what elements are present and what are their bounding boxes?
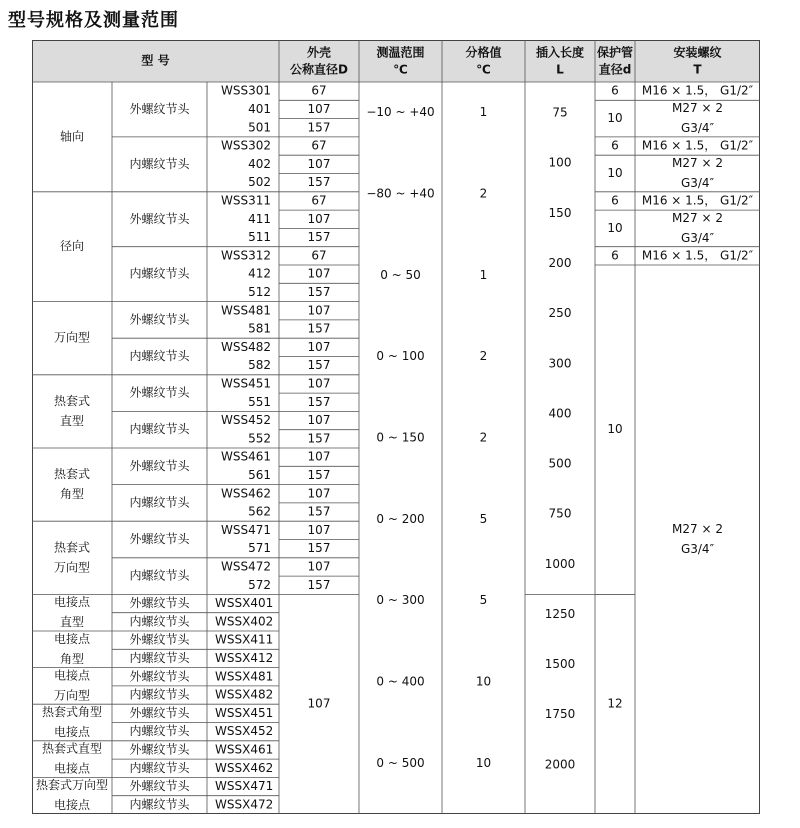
model-number: WSSX411 <box>215 632 274 647</box>
temperature-range: 0 ~ 300 <box>376 593 425 608</box>
insertion-length: 1500 <box>544 657 576 672</box>
insertion-length: 1750 <box>544 707 576 722</box>
model-number: WSSX471 <box>215 779 274 794</box>
subgroup-label: 外螺纹节头 <box>129 312 190 327</box>
tube-diameter: 6 <box>611 193 619 208</box>
group-label: 直型 <box>59 615 85 630</box>
tube-diameter: 6 <box>611 248 619 263</box>
insertion-length: 750 <box>548 506 572 521</box>
division-value: 10 <box>475 674 492 689</box>
header-shell: 公称直径D <box>290 62 348 77</box>
group-label: 径向 <box>59 239 85 254</box>
subgroup-label: 外螺纹节头 <box>129 632 190 647</box>
model-number: WSSX401 <box>215 596 274 611</box>
insertion-length: 250 <box>548 306 572 321</box>
model-number: WSSX412 <box>215 650 274 665</box>
model-number: WSS471 <box>220 522 271 537</box>
model-number: WSSX482 <box>215 687 274 702</box>
shell-diameter: 157 <box>307 577 331 592</box>
insertion-length: 200 <box>548 255 572 270</box>
group-label: 热套式 <box>53 540 91 555</box>
header-division: 分格值 <box>465 45 502 60</box>
group-label: 热套式 <box>53 467 91 482</box>
shell-diameter: 157 <box>307 230 331 245</box>
tube-diameter: 10 <box>607 111 623 126</box>
model-number: 581 <box>248 321 271 336</box>
group-label: 电接点 <box>53 725 91 739</box>
model-number: 582 <box>248 358 271 373</box>
subgroup-label: 外螺纹节头 <box>129 779 190 794</box>
shell-diameter: 67 <box>311 193 327 208</box>
group-label: 万向型 <box>53 560 91 575</box>
shell-diameter: 157 <box>307 358 331 373</box>
group-label: 万向型 <box>53 330 91 345</box>
subgroup-label: 外螺纹节头 <box>129 458 190 473</box>
thread-spec: M16 × 1.5， G1/2″ <box>641 193 754 208</box>
group-label: 电接点 <box>53 631 91 646</box>
thread-spec: M16 × 1.5， G1/2″ <box>641 83 754 98</box>
model-number: WSSX461 <box>215 742 274 757</box>
tube-diameter: 10 <box>607 422 623 437</box>
subgroup-label: 内螺纹节头 <box>129 495 190 510</box>
shell-diameter: 107 <box>307 486 331 501</box>
subgroup-label: 外螺纹节头 <box>129 101 190 116</box>
shell-diameter: 107 <box>307 449 331 464</box>
tube-diameter: 10 <box>607 220 623 235</box>
page-title: 型号规格及测量范围 <box>8 10 179 31</box>
division-value: 5 <box>479 593 488 608</box>
header-range: ℃ <box>393 62 408 77</box>
model-number: WSSX462 <box>215 760 274 775</box>
insertion-length: 300 <box>548 356 572 371</box>
shell-diameter: 67 <box>311 138 327 153</box>
subgroup-label: 内螺纹节头 <box>129 724 190 739</box>
model-number: WSSX481 <box>215 669 274 684</box>
header-thread: 安装螺纹 <box>673 45 722 60</box>
shell-diameter: 67 <box>311 248 327 263</box>
temperature-range: 0 ~ 150 <box>376 430 425 445</box>
shell-diameter: 157 <box>307 120 331 135</box>
subgroup-label: 内螺纹节头 <box>129 687 190 702</box>
shell-diameter: 157 <box>307 504 331 519</box>
subgroup-label: 外螺纹节头 <box>129 742 190 757</box>
shell-diameter: 157 <box>307 541 331 556</box>
temperature-range: 0 ~ 500 <box>376 755 425 770</box>
model-number: WSS472 <box>220 559 271 574</box>
model-number: WSSX402 <box>215 614 274 629</box>
thread-spec: M27 × 2 <box>672 522 723 536</box>
model-number: WSS452 <box>220 413 271 428</box>
shell-diameter: 107 <box>307 376 331 391</box>
thread-spec: M27 × 2 <box>672 101 723 116</box>
subgroup-label: 内螺纹节头 <box>129 422 190 437</box>
shell-diameter: 157 <box>307 467 331 482</box>
header-tube: 保护管 <box>596 45 634 60</box>
model-number: WSS311 <box>220 193 271 208</box>
header-thread: T <box>693 62 702 77</box>
model-number: WSSX451 <box>215 705 274 720</box>
group-label: 电接点 <box>53 595 91 610</box>
model-number: 412 <box>248 266 271 281</box>
group-label: 直型 <box>59 413 85 428</box>
tube-diameter: 10 <box>607 166 623 180</box>
model-number: WSS461 <box>220 449 271 464</box>
group-label: 热套式直型 <box>41 741 103 756</box>
shell-diameter: 107 <box>307 303 331 318</box>
subgroup-label: 内螺纹节头 <box>129 568 190 583</box>
model-number: 561 <box>248 467 271 482</box>
temperature-range: −10 ~ +40 <box>366 105 435 120</box>
group-label: 角型 <box>59 651 85 666</box>
group-label: 万向型 <box>53 688 91 703</box>
group-label: 热套式角型 <box>41 705 103 719</box>
subgroup-label: 外螺纹节头 <box>129 705 190 720</box>
group-label: 热套式 <box>53 393 91 408</box>
division-value: 2 <box>479 430 488 445</box>
shell-diameter: 107 <box>307 156 331 171</box>
insertion-length: 1250 <box>544 606 576 621</box>
model-number: WSSX472 <box>215 797 274 812</box>
shell-diameter: 107 <box>307 211 331 226</box>
thread-spec: M27 × 2 <box>672 156 723 170</box>
model-number: WSS481 <box>220 303 271 318</box>
thread-spec: G3/4″ <box>680 176 715 190</box>
model-number: WSS482 <box>220 339 271 354</box>
shell-diameter: 157 <box>307 321 331 336</box>
shell-diameter: 67 <box>311 83 327 98</box>
shell-diameter: 157 <box>307 394 331 409</box>
model-number: 552 <box>248 431 271 446</box>
header-division: ℃ <box>476 62 491 77</box>
shell-diameter: 107 <box>307 696 331 711</box>
tube-diameter: 6 <box>611 83 619 98</box>
shell-diameter: 107 <box>307 101 331 116</box>
insertion-length: 75 <box>552 105 568 120</box>
header-range: 测温范围 <box>376 45 425 60</box>
header-tube: 直径d <box>598 62 632 77</box>
model-number: 511 <box>248 230 271 245</box>
subgroup-label: 内螺纹节头 <box>129 797 190 812</box>
model-number: WSS462 <box>220 486 271 501</box>
division-value: 1 <box>479 105 488 120</box>
model-number: 402 <box>248 156 271 171</box>
temperature-range: 0 ~ 100 <box>376 349 425 364</box>
temperature-range: 0 ~ 200 <box>376 511 425 526</box>
model-number: 411 <box>248 211 271 226</box>
subgroup-label: 内螺纹节头 <box>129 266 190 281</box>
insertion-length: 500 <box>548 456 572 471</box>
temperature-range: −80 ~ +40 <box>366 186 435 201</box>
temperature-range: 0 ~ 400 <box>376 674 425 689</box>
shell-diameter: 107 <box>307 522 331 537</box>
thread-spec: M16 × 1.5， G1/2″ <box>641 248 754 263</box>
shell-diameter: 107 <box>307 339 331 354</box>
model-number: 571 <box>248 541 271 556</box>
subgroup-label: 内螺纹节头 <box>129 614 190 629</box>
thread-spec: G3/4″ <box>680 230 715 245</box>
subgroup-label: 内螺纹节头 <box>129 156 190 171</box>
group-label: 电接点 <box>53 668 91 683</box>
subgroup-label: 外螺纹节头 <box>129 211 190 226</box>
subgroup-label: 外螺纹节头 <box>129 385 190 400</box>
model-number: 551 <box>248 394 271 409</box>
model-number: 512 <box>248 284 271 299</box>
subgroup-label: 内螺纹节头 <box>129 349 190 363</box>
model-number: WSS302 <box>220 138 271 153</box>
header-shell: 外壳 <box>306 45 332 60</box>
group-label: 电接点 <box>53 798 91 813</box>
model-number: 401 <box>248 101 271 116</box>
insertion-length: 400 <box>548 406 572 421</box>
subgroup-label: 内螺纹节头 <box>129 650 190 665</box>
shell-diameter: 107 <box>307 559 331 574</box>
division-value: 10 <box>475 755 492 770</box>
temperature-range: 0 ~ 50 <box>380 267 421 282</box>
spec-table-grid <box>32 40 792 820</box>
subgroup-label: 外螺纹节头 <box>129 669 190 684</box>
header-model: 型 号 <box>141 53 170 68</box>
model-number: WSS301 <box>220 83 271 98</box>
tube-diameter: 6 <box>611 138 619 153</box>
model-number: WSS451 <box>220 376 271 391</box>
header-length: 插入长度 <box>535 45 585 60</box>
model-number: 501 <box>248 120 271 135</box>
thread-spec: G3/4″ <box>680 121 715 136</box>
insertion-length: 2000 <box>544 757 576 772</box>
division-value: 2 <box>479 186 488 201</box>
model-number: 502 <box>248 175 271 190</box>
shell-diameter: 157 <box>307 284 331 299</box>
tube-diameter: 12 <box>607 696 623 711</box>
insertion-length: 150 <box>548 205 572 220</box>
division-value: 5 <box>479 511 488 526</box>
model-number: WSSX452 <box>215 724 274 739</box>
subgroup-label: 外螺纹节头 <box>129 532 190 546</box>
group-label: 电接点 <box>53 761 91 776</box>
thread-spec: M16 × 1.5， G1/2″ <box>641 138 754 153</box>
shell-diameter: 157 <box>307 431 331 446</box>
shell-diameter: 107 <box>307 266 331 281</box>
division-value: 1 <box>479 267 488 282</box>
division-value: 2 <box>479 349 488 364</box>
spec-table <box>32 40 792 820</box>
group-label: 轴向 <box>59 129 85 144</box>
group-label: 角型 <box>59 487 85 502</box>
thread-spec: G3/4″ <box>680 542 715 556</box>
subgroup-label: 内螺纹节头 <box>129 760 190 775</box>
insertion-length: 100 <box>548 155 572 170</box>
model-number: WSS312 <box>220 248 271 263</box>
shell-diameter: 107 <box>307 413 331 428</box>
header-length: L <box>556 62 564 77</box>
subgroup-label: 外螺纹节头 <box>129 596 190 611</box>
group-label: 热套式万向型 <box>35 778 109 793</box>
model-number: 572 <box>248 577 271 592</box>
thread-spec: M27 × 2 <box>672 210 723 225</box>
insertion-length: 1000 <box>544 556 576 571</box>
shell-diameter: 157 <box>307 175 331 190</box>
model-number: 562 <box>248 504 271 519</box>
